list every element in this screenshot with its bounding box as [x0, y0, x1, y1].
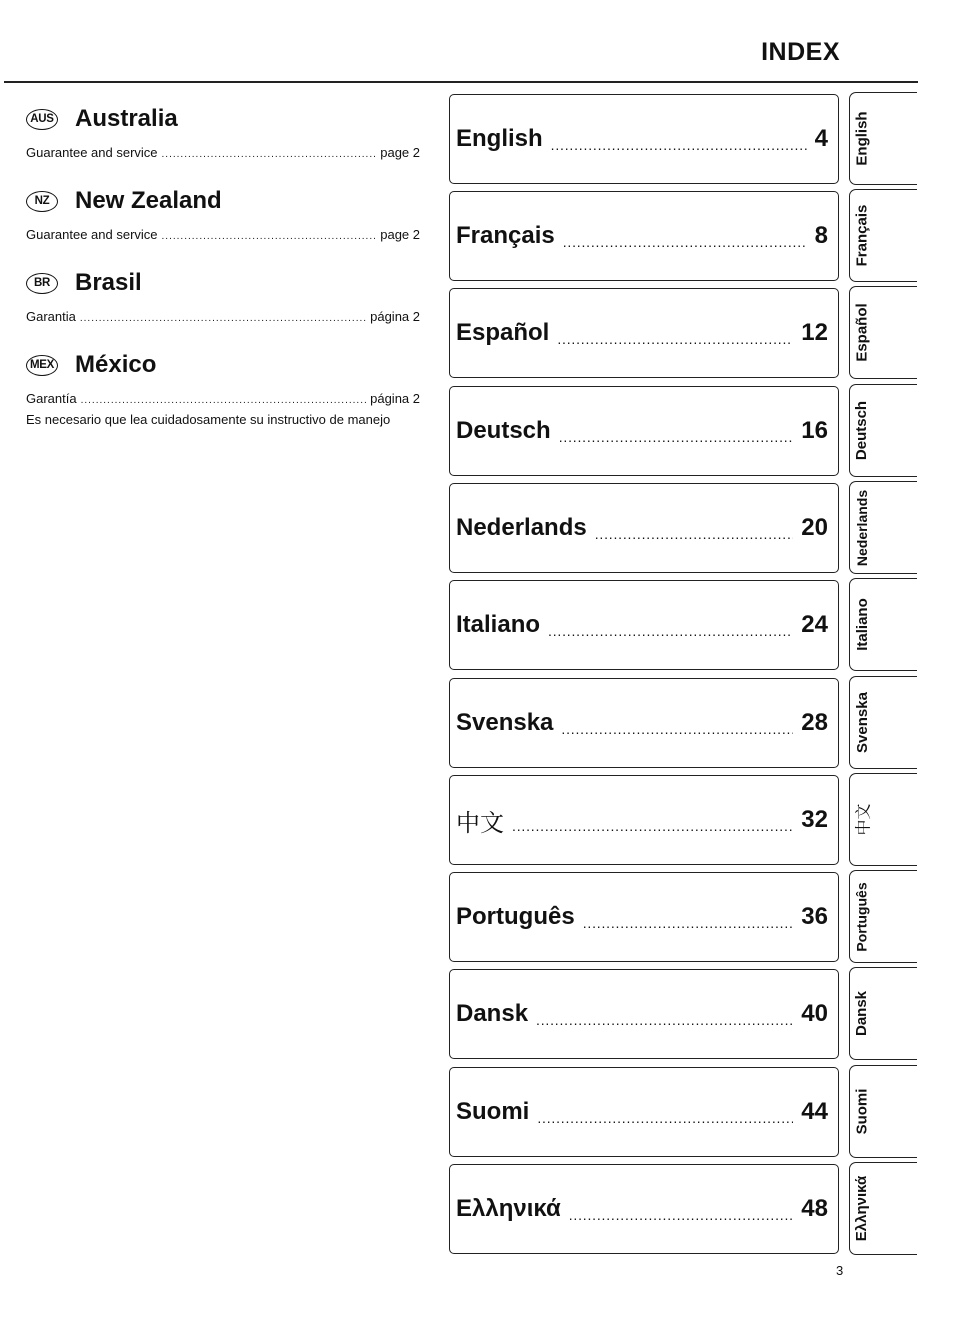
guarantee-label: Garantía — [26, 391, 77, 406]
guarantee-label: Guarantee and service — [26, 227, 158, 242]
instructions-note: Es necesario que lea cuidadosamente su instructivo de manejo — [26, 412, 391, 427]
tab-italiano[interactable] — [849, 578, 917, 671]
country-code-badge: NZ — [26, 191, 58, 212]
language-page: 4 — [814, 125, 828, 152]
tab-label: Svenska — [853, 692, 871, 753]
guarantee-label: Guarantee and service — [26, 145, 158, 160]
language-entry-svenska[interactable] — [449, 678, 839, 768]
tab-label: English — [853, 111, 871, 166]
region-name: Brasil — [75, 269, 142, 296]
language-entry-italiano[interactable] — [449, 580, 839, 670]
language-entry-portugues[interactable] — [449, 872, 839, 962]
language-name: Français — [456, 222, 555, 249]
dot-leader — [162, 147, 377, 163]
language-page: 36 — [801, 903, 828, 930]
tab-francais[interactable] — [849, 189, 917, 282]
language-entry-francais[interactable] — [449, 191, 839, 281]
dot-leader — [512, 818, 793, 834]
country-code-badge: MEX — [26, 355, 58, 376]
tab-suomi[interactable] — [849, 1065, 917, 1158]
language-entry-chinese[interactable] — [449, 775, 839, 865]
guarantee-page: página 2 — [370, 309, 420, 324]
dot-leader — [563, 234, 807, 250]
language-name: Dansk — [456, 1000, 529, 1027]
tab-portugues[interactable] — [849, 870, 917, 963]
guarantee-label: Garantia — [26, 309, 76, 324]
dot-leader — [80, 311, 366, 327]
language-entry-suomi[interactable] — [449, 1067, 839, 1157]
tab-label: Español — [853, 303, 871, 362]
language-page: 24 — [801, 611, 828, 638]
language-name: Deutsch — [456, 417, 551, 444]
tab-label: Português — [854, 881, 871, 952]
language-name: Italiano — [456, 611, 541, 638]
dot-leader — [583, 915, 794, 931]
tab-chinese[interactable] — [849, 773, 917, 866]
language-page: 12 — [801, 319, 828, 346]
dot-leader — [559, 429, 794, 445]
tab-english[interactable] — [849, 92, 917, 185]
guarantee-page: page 2 — [380, 145, 420, 160]
page-number: 3 — [836, 1263, 844, 1278]
language-name: Suomi — [456, 1098, 530, 1125]
language-name: Español — [456, 319, 550, 346]
language-page: 20 — [801, 514, 828, 541]
language-name: Ελληνικά — [456, 1195, 561, 1222]
tab-greek[interactable] — [849, 1162, 917, 1255]
dot-leader — [162, 229, 377, 245]
guarantee-link[interactable] — [26, 309, 420, 327]
tab-dansk[interactable] — [849, 967, 917, 1060]
language-name: English — [456, 125, 543, 152]
dot-leader — [537, 1110, 793, 1126]
guarantee-link[interactable] — [26, 391, 420, 409]
region-new-zealand — [26, 185, 420, 245]
dot-leader — [536, 1012, 793, 1028]
tab-label: Dansk — [853, 990, 871, 1037]
language-page: 28 — [801, 709, 828, 736]
dot-leader — [81, 393, 367, 409]
tab-label: 中文 — [855, 803, 873, 836]
language-name: Nederlands — [456, 514, 587, 541]
header-divider — [4, 81, 918, 83]
tab-label: Deutsch — [853, 400, 871, 461]
region-name: New Zealand — [75, 187, 222, 214]
region-name: México — [75, 351, 157, 378]
tab-label: Italiano — [853, 598, 871, 651]
tab-label: Nederlands — [854, 489, 870, 566]
language-page: 44 — [801, 1098, 828, 1125]
tab-espanol[interactable] — [849, 286, 917, 379]
region-australia — [26, 103, 420, 163]
page-title: INDEX — [761, 38, 840, 66]
tab-svenska[interactable] — [849, 676, 917, 769]
language-page: 40 — [801, 1000, 828, 1027]
tab-nederlands[interactable] — [849, 481, 917, 574]
country-code-badge: BR — [26, 273, 58, 294]
language-entry-espanol[interactable] — [449, 288, 839, 378]
guarantee-page: page 2 — [380, 227, 420, 242]
language-page: 48 — [801, 1195, 828, 1222]
guarantee-link[interactable] — [26, 227, 420, 245]
region-name: Australia — [75, 105, 178, 132]
language-entry-deutsch[interactable] — [449, 386, 839, 476]
language-name: Português — [456, 903, 575, 930]
language-entry-nederlands[interactable] — [449, 483, 839, 573]
dot-leader — [551, 137, 807, 153]
language-page: 16 — [801, 417, 828, 444]
language-entry-english[interactable] — [449, 94, 839, 184]
language-page: 32 — [801, 806, 828, 833]
region-brasil — [26, 267, 420, 327]
dot-leader — [595, 526, 794, 542]
tab-label: Ελληνικά — [853, 1175, 871, 1242]
tab-label: Suomi — [853, 1088, 871, 1135]
dot-leader — [569, 1207, 794, 1223]
dot-leader — [561, 721, 793, 737]
guarantee-link[interactable] — [26, 145, 420, 163]
tab-deutsch[interactable] — [849, 384, 917, 477]
region-mexico — [26, 349, 420, 428]
language-entry-dansk[interactable] — [449, 969, 839, 1059]
guarantee-page: página 2 — [370, 391, 420, 406]
language-name: 中文 — [456, 809, 504, 837]
language-entry-greek[interactable] — [449, 1164, 839, 1254]
language-page: 8 — [814, 222, 828, 249]
country-code-badge: AUS — [26, 109, 58, 130]
tab-label: Français — [853, 204, 871, 267]
dot-leader — [557, 331, 793, 347]
dot-leader — [548, 623, 793, 639]
language-name: Svenska — [456, 709, 554, 736]
